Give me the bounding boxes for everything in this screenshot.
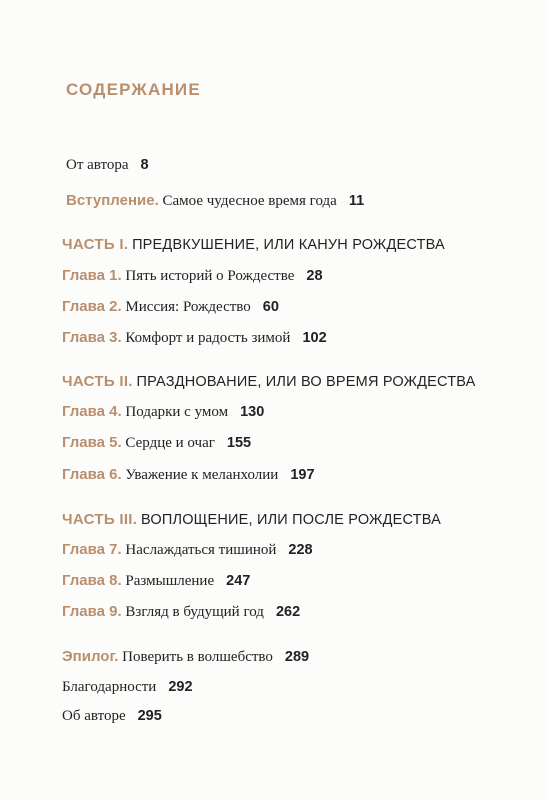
page-number: 289 <box>284 649 310 665</box>
page-number: 130 <box>240 404 265 420</box>
toc-chapter-2[interactable] <box>62 298 279 316</box>
part-title: ПРЕДВКУШЕНИЕ, ИЛИ КАНУН РОЖДЕСТВА <box>132 237 445 253</box>
entry-label: Глава 6. <box>62 466 122 483</box>
entry-title: Пять историй о Рождестве <box>125 268 295 284</box>
toc-chapter-3[interactable] <box>62 329 327 347</box>
part-title: ПРАЗДНОВАНИЕ, ИЛИ ВО ВРЕМЯ РОЖДЕСТВА <box>136 374 476 390</box>
entry-label: Глава 3. <box>62 329 122 346</box>
entry-title: Размышление <box>125 573 215 589</box>
entry-title: Комфорт и радость зимой <box>125 330 291 346</box>
entry-label: Эпилог. <box>62 648 119 665</box>
page-number: 28 <box>306 268 323 284</box>
entry-label: Вступление. <box>66 192 159 209</box>
toc-chapter-6[interactable] <box>62 466 315 484</box>
page-number: 11 <box>348 193 365 209</box>
toc-chapter-5[interactable] <box>62 434 251 452</box>
page-number: 102 <box>302 330 327 346</box>
entry-title: Уважение к меланхолии <box>125 467 279 483</box>
toc-chapter-8[interactable] <box>62 572 250 590</box>
entry-title: Сердце и очаг <box>125 435 215 451</box>
entry-title: Благодарности <box>62 679 157 695</box>
entry-label: Глава 8. <box>62 572 122 589</box>
page-number: 262 <box>275 604 301 620</box>
entry-title: Подарки с умом <box>125 404 229 420</box>
page-number: 197 <box>290 467 315 483</box>
page-number: 228 <box>288 542 313 558</box>
entry-title: Наслаждаться тишиной <box>125 542 277 558</box>
entry-label: Глава 4. <box>62 403 122 420</box>
part-label: ЧАСТЬ I. <box>62 236 129 253</box>
page-number: 295 <box>137 708 162 724</box>
entry-label: Глава 2. <box>62 298 122 315</box>
entry-title: Миссия: Рождество <box>125 299 251 315</box>
toc-chapter-7[interactable] <box>62 541 313 559</box>
toc-epilogue[interactable] <box>62 648 309 666</box>
entry-title: Об авторе <box>62 708 126 724</box>
entry-label: Глава 9. <box>62 603 122 620</box>
toc-part-3[interactable] <box>62 511 441 529</box>
part-label: ЧАСТЬ III. <box>62 511 138 528</box>
page-number: 247 <box>226 573 251 589</box>
entry-title: Самое чудесное время года <box>162 193 337 209</box>
entry-title: Взгляд в будущий год <box>125 604 264 620</box>
part-title: ВОПЛОЩЕНИЕ, ИЛИ ПОСЛЕ РОЖДЕСТВА <box>141 512 441 528</box>
toc-heading: СОДЕРЖАНИЕ <box>66 80 201 99</box>
part-label: ЧАСТЬ II. <box>62 373 133 390</box>
toc-chapter-4[interactable] <box>62 403 264 421</box>
page-number: 292 <box>168 679 193 695</box>
page-number: 8 <box>140 157 149 173</box>
toc-part-2[interactable] <box>62 373 476 391</box>
toc-part-1[interactable] <box>62 236 445 254</box>
toc-chapter-9[interactable] <box>62 603 300 621</box>
entry-label: Глава 7. <box>62 541 122 558</box>
page-number: 155 <box>226 435 252 451</box>
toc-entry-introduction[interactable] <box>66 192 364 210</box>
toc-entry-from-author[interactable] <box>66 157 149 174</box>
entry-label: Глава 1. <box>62 267 122 284</box>
toc-chapter-1[interactable] <box>62 267 323 285</box>
entry-label: Глава 5. <box>62 434 122 451</box>
toc-acknowledgements[interactable] <box>62 679 193 696</box>
entry-title: От автора <box>66 157 129 173</box>
entry-title: Поверить в волшебство <box>122 649 273 665</box>
toc-about-author[interactable] <box>62 708 162 725</box>
page-number: 60 <box>262 299 279 315</box>
